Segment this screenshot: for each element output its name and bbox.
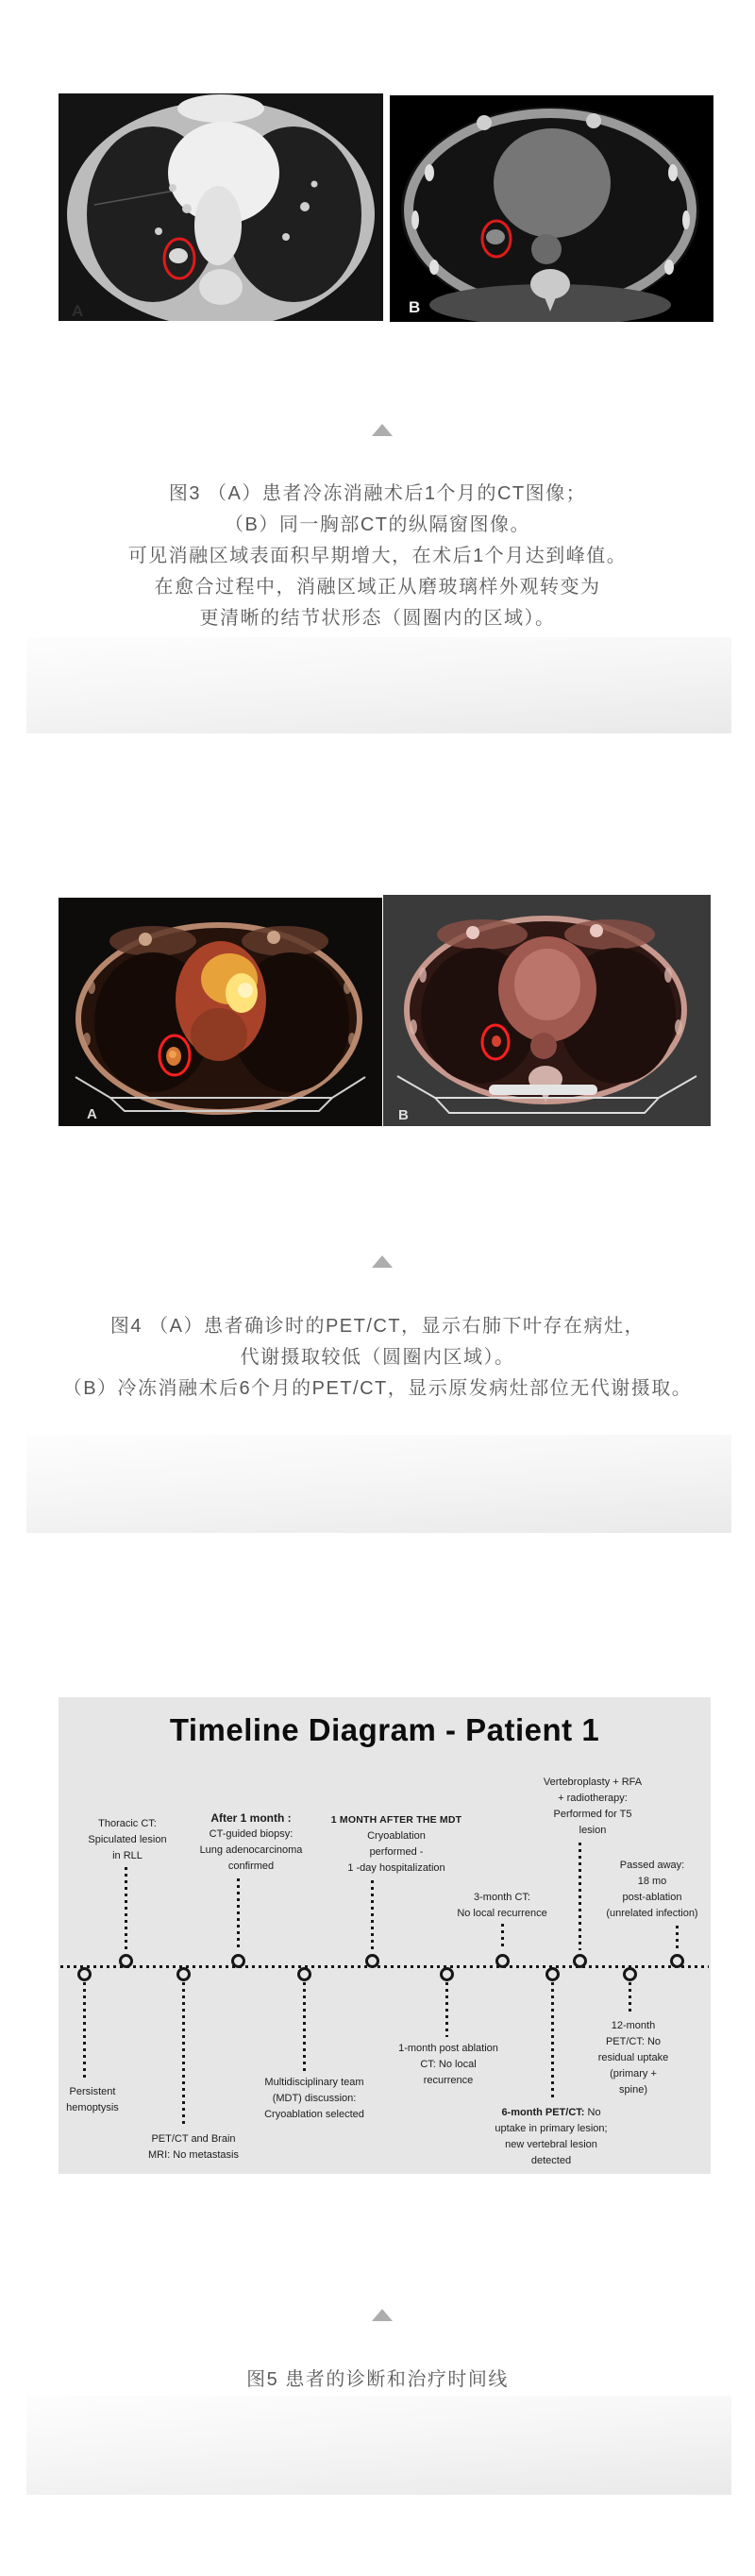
timeline-marker bbox=[365, 1954, 379, 1968]
timeline-event-6month-petct: 6-month PET/CT: No uptake in primary lesion; new vertebral lesion detected bbox=[495, 2107, 608, 2166]
section-divider bbox=[26, 637, 731, 733]
timeline-marker bbox=[670, 1954, 684, 1968]
section-divider bbox=[26, 2396, 731, 2495]
collapse-triangle-icon bbox=[372, 424, 393, 436]
timeline-connector bbox=[303, 1982, 306, 2071]
timeline-event-petct-brain-mri: PET/CT and Brain MRI: No metastasis bbox=[148, 2133, 239, 2161]
timeline-connector bbox=[445, 1982, 448, 2037]
figure4-petct-6month-image[interactable] bbox=[383, 895, 711, 1126]
timeline-marker bbox=[440, 1967, 454, 1981]
panel-letter: B bbox=[398, 1107, 409, 1123]
figure3-ct-mediastinal-window-image[interactable] bbox=[390, 95, 713, 322]
timeline-event-12month-petct: 12-month PET/CT: No residual uptake (primary + spine) bbox=[597, 2020, 669, 2096]
section-divider bbox=[26, 1435, 731, 1533]
timeline-connector bbox=[579, 1843, 581, 1950]
caption-line: 可见消融区域表面积早期增大，在术后1个月达到峰值。 bbox=[127, 546, 628, 566]
timeline-marker bbox=[119, 1954, 133, 1968]
caption-line: 图3 （A）患者冷冻消融术后1个月的CT图像； bbox=[168, 483, 587, 504]
collapse-triangle-icon bbox=[372, 1255, 393, 1268]
timeline-connector bbox=[629, 1982, 631, 2014]
caption-line: 代谢摄取较低（圆圈内区域）。 bbox=[240, 1347, 515, 1368]
timeline-event-3month-ct: 3-month CT: No local recurrence bbox=[457, 1892, 547, 1919]
timeline-marker bbox=[545, 1967, 560, 1981]
timeline-marker bbox=[176, 1967, 191, 1981]
panel-letter: A bbox=[72, 302, 84, 320]
caption-line: 图5 患者的诊断和治疗时间线 bbox=[246, 2369, 509, 2390]
timeline-marker bbox=[297, 1967, 311, 1981]
timeline-event-mdt-discussion: Multidisciplinary team (MDT) discussion: Cryoablation selected bbox=[264, 2077, 364, 2120]
timeline-connector bbox=[237, 1878, 240, 1950]
timeline-event-thoracic-ct: Thoracic CT: Spiculated lesion in RLL bbox=[88, 1818, 167, 1861]
caption-line: 更清晰的结节状形态（圆圈内的区域）。 bbox=[199, 608, 556, 629]
panel-letter: A bbox=[87, 1106, 97, 1122]
collapse-triangle-icon bbox=[372, 2309, 393, 2321]
timeline-connector bbox=[676, 1926, 679, 1950]
figure5-caption bbox=[0, 2365, 755, 2396]
timeline-connector bbox=[182, 1982, 185, 2128]
caption-line: 在愈合过程中，消融区域正从磨玻璃样外观转变为 bbox=[154, 577, 601, 598]
caption-line: 图4 （A）患者确诊时的PET/CT，显示右肺下叶存在病灶， bbox=[109, 1316, 646, 1337]
timeline-connector bbox=[501, 1924, 504, 1950]
figure3-ct-lung-window-image[interactable] bbox=[59, 93, 383, 321]
figure4-caption bbox=[0, 1311, 755, 1405]
timeline-event-biopsy: After 1 month : CT-guided biopsy: Lung adenocarcinoma confirmed bbox=[199, 1811, 303, 1872]
timeline-event-hemoptysis: Persistent hemoptysis bbox=[66, 2086, 119, 2113]
timeline-diagram[interactable] bbox=[59, 1697, 711, 2174]
timeline-connector bbox=[83, 1982, 86, 2080]
timeline-connector bbox=[371, 1880, 374, 1950]
timeline-connector bbox=[125, 1867, 127, 1950]
timeline-marker bbox=[573, 1954, 587, 1968]
caption-line: （B）同一胸部CT的纵隔窗图像。 bbox=[225, 514, 530, 535]
timeline-event-cryoablation: 1 MONTH AFTER THE MDT Cryoablation performed - 1 -day hospitalization bbox=[330, 1814, 462, 1874]
timeline-marker bbox=[495, 1954, 510, 1968]
timeline-marker bbox=[231, 1954, 245, 1968]
timeline-event-1month-post-ablation: 1-month post ablation CT: No local recurrence bbox=[398, 2043, 498, 2086]
figure4-petct-diagnosis-image[interactable] bbox=[59, 898, 382, 1126]
panel-letter: B bbox=[409, 298, 421, 316]
scanner-bed-pad bbox=[489, 1085, 597, 1095]
timeline-event-passed-away: Passed away: 18 mo post-ablation (unrelated infection) bbox=[606, 1860, 698, 1919]
timeline-marker bbox=[77, 1967, 92, 1981]
caption-line: （B）冷冻消融术后6个月的PET/CT，显示原发病灶部位无代谢摄取。 bbox=[62, 1378, 693, 1399]
timeline-marker bbox=[623, 1967, 637, 1981]
timeline-axis bbox=[60, 1965, 709, 1968]
timeline-event-vertebroplasty: Vertebroplasty + RFA + radiotherapy: Performed for T5 lesion bbox=[543, 1776, 643, 1836]
figure3-caption bbox=[0, 479, 755, 634]
timeline-title: Timeline Diagram - Patient 1 bbox=[169, 1712, 600, 1747]
timeline-connector bbox=[551, 1982, 554, 2101]
